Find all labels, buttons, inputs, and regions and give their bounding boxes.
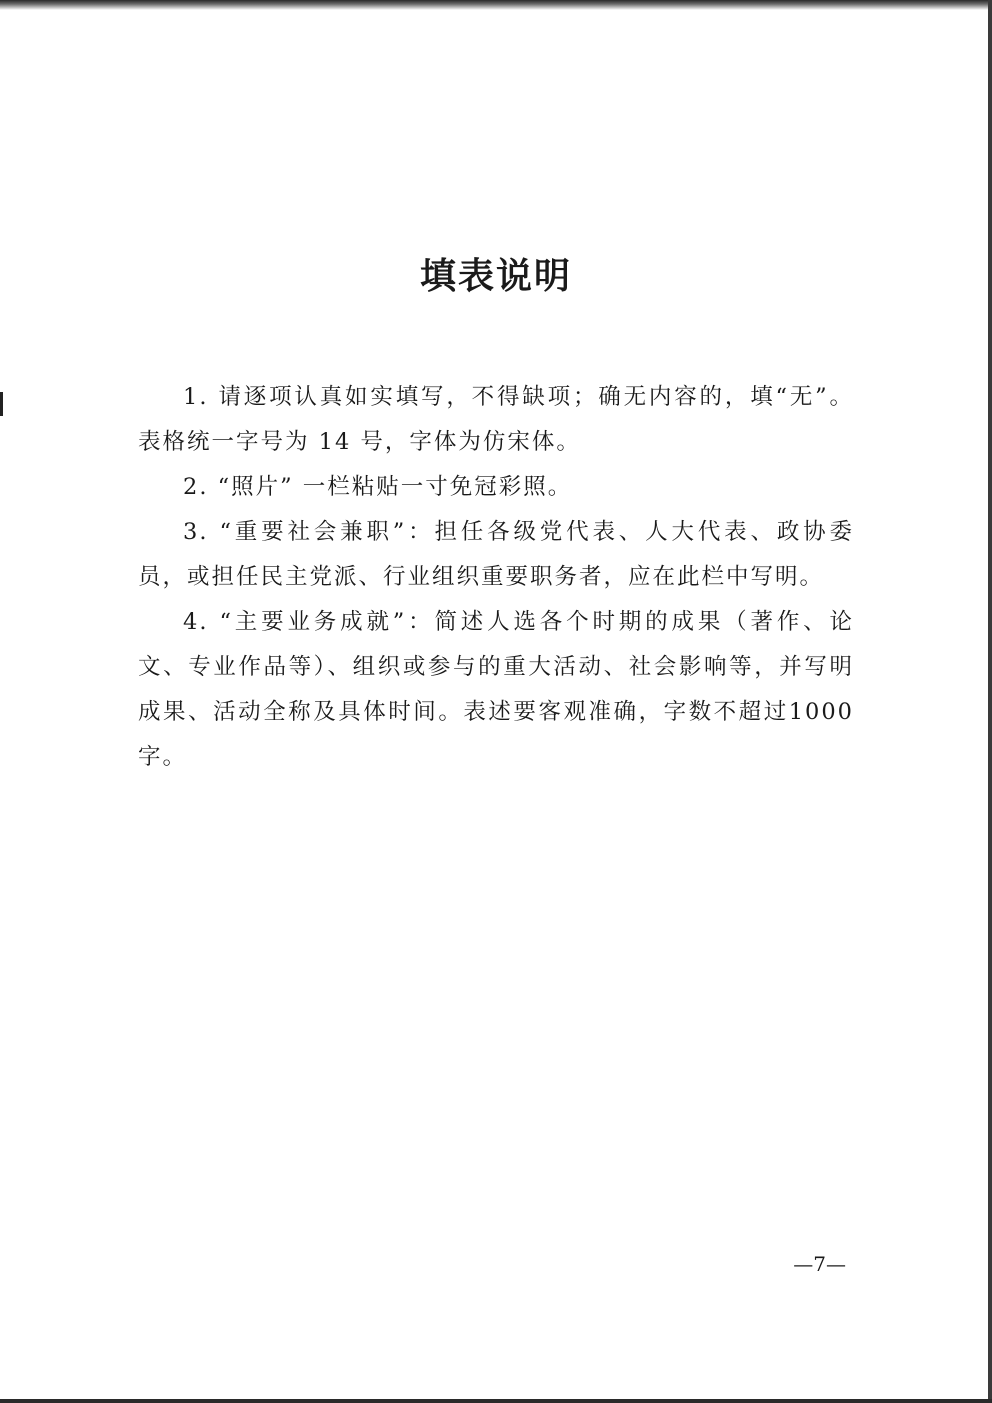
- page-number: —7—: [793, 1252, 846, 1276]
- instruction-item-2: 2. “照片” 一栏粘贴一寸免冠彩照。: [183, 474, 573, 500]
- instruction-item-1: 1. 请逐项认真如实填写，不得缺项；确无内容的，填“无”。表格统一字号为 14 号，字体为仿宋体。: [138, 384, 854, 455]
- instructions-body: [138, 375, 854, 780]
- instruction-item-3: 3. “重要社会兼职”：担任各级党代表、人大代表、政协委员，或担任民主党派、行业组织重要职务者，应在此栏中写明。: [138, 519, 854, 590]
- scan-edge-right: [988, 0, 992, 1403]
- instruction-item-4: 4. “主要业务成就”：简述人选各个时期的成果（著作、论文、专业作品等）、组织或参与的重大活动、社会影响等，并写明成果、活动全称及具体时间。表述要客观准确，字数不超过1000字。: [138, 609, 854, 770]
- scan-edge-top: [0, 0, 992, 10]
- page-title: 填表说明: [419, 255, 572, 297]
- scan-mark-left: [0, 392, 3, 416]
- scan-edge-bottom: [0, 1399, 992, 1403]
